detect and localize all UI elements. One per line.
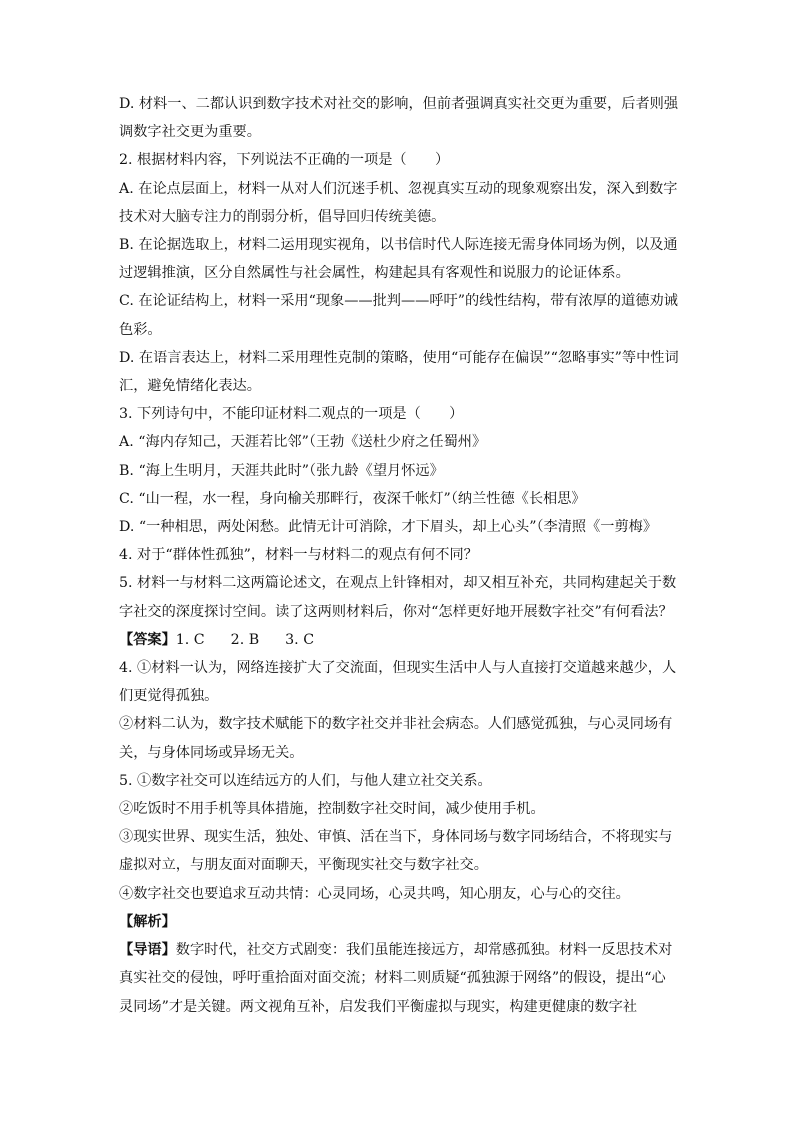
guide-tag: 【导语】: [119, 942, 176, 959]
q2-option-c: C. 在论证结构上，材料一采用“现象——批判——呼吁”的线性结构，带有浓厚的道德劝诫色彩。: [119, 293, 678, 338]
answer-5-point-4: ④数字社交也要追求互动共情：心灵同场，心灵共鸣，知心朋友，心与心的交往。: [119, 885, 630, 902]
answer-item: 2. B: [230, 631, 260, 648]
answer-4-point-2: ②材料二认为，数字技术赋能下的数字社交并非社会病态。人们感觉孤独，与心灵同场有关，与身体同场或异场无关。: [119, 716, 673, 761]
q3-option-c: C. “山一程，水一程，身向榆关那畔行，夜深千帐灯”（纳兰性德《长相思》: [119, 490, 586, 507]
answer-item: 3. C: [285, 631, 315, 648]
q2-option-a: A. 在论点层面上，材料一从对人们沉迷手机、忽视真实互动的现象观察出发，深入到数字技术对大脑专注力的削弱分析，倡导回归传统美德。: [119, 180, 678, 225]
answer-tag: 【答案】: [119, 631, 176, 648]
q5-stem: 5. 材料一与材料二这两篇论述文，在观点上针锋相对，却又相互补充，共同构建起关于数字社交的深度探讨空间。读了这两则材料后，你对“怎样更好地开展数字社交”有何看法？: [119, 575, 677, 620]
document-body: [119, 90, 679, 1021]
q2-stem: 2. 根据材料内容，下列说法不正确的一项是（ ）: [119, 152, 450, 169]
analysis-tag: 【解析】: [119, 913, 176, 930]
analysis-heading: [119, 908, 679, 936]
q2-option-d: D. 在语言表达上，材料二采用理性克制的策略，使用“可能存在偏误”“忽略事实”等中性词汇，避免情绪化表达。: [119, 349, 679, 395]
q2-option-b: B. 在论据选取上，材料二运用现实视角，以书信时代人际连接无需身体同场为例，以及通过逻辑推演，区分自然属性与社会属性，构建起具有客观性和说服力的论证体系。: [119, 237, 678, 282]
q4-stem: 4. 对于“群体性孤独”，材料一与材料二的观点有何不同？: [119, 547, 478, 564]
q1-option-d: D. 材料一、二都认识到数字技术对社交的影响，但前者强调真实社交更为重要，后者则强调数字社交更为重要。: [119, 96, 679, 141]
guide-paragraph: [119, 936, 679, 1021]
q3-stem: 3. 下列诗句中，不能印证材料二观点的一项是（ ）: [119, 406, 464, 423]
answer-key: [119, 626, 679, 654]
q3-option-b: B. “海上生明月，天涯共此时”（张九龄《望月怀远》: [119, 462, 444, 479]
answer-4-point-1: 4. ①材料一认为，网络连接扩大了交流面，但现实生活中人与人直接打交道越来越少，人们更觉得孤独。: [119, 660, 677, 705]
answer-5-point-1: 5. ①数字社交可以连结远方的人们，与他人建立社交关系。: [119, 772, 492, 789]
guide-text: 数字时代，社交方式剧变：我们虽能连接远方，却常感孤独。材料一反思技术对真实社交的侵蚀，呼吁重拾面对面交流；材料二则质疑“孤独源于网络”的假设，提出“心灵同场”才是关键。两文视角互补，启发我们平衡虚拟与现实，构建更健康的数字社: [119, 942, 673, 1015]
q3-option-a: A. “海内存知己，天涯若比邻”（王勃《送杜少府之任蜀州》: [119, 434, 487, 451]
answer-5-point-2: ②吃饭时不用手机等具体措施，控制数字社交时间，减少使用手机。: [119, 801, 545, 818]
answer-5-point-3: ③现实世界、现实生活，独处、审慎、活在当下，身体同场与数字同场结合，不将现实与虚拟对立，与朋友面对面聊天，平衡现实社交与数字社交。: [119, 829, 673, 874]
q3-option-d: D. “一种相思，两处闲愁。此情无计可消除，才下眉头，却上心头”（李清照《一剪梅》: [119, 519, 658, 536]
answer-item: 1. C: [175, 631, 205, 648]
